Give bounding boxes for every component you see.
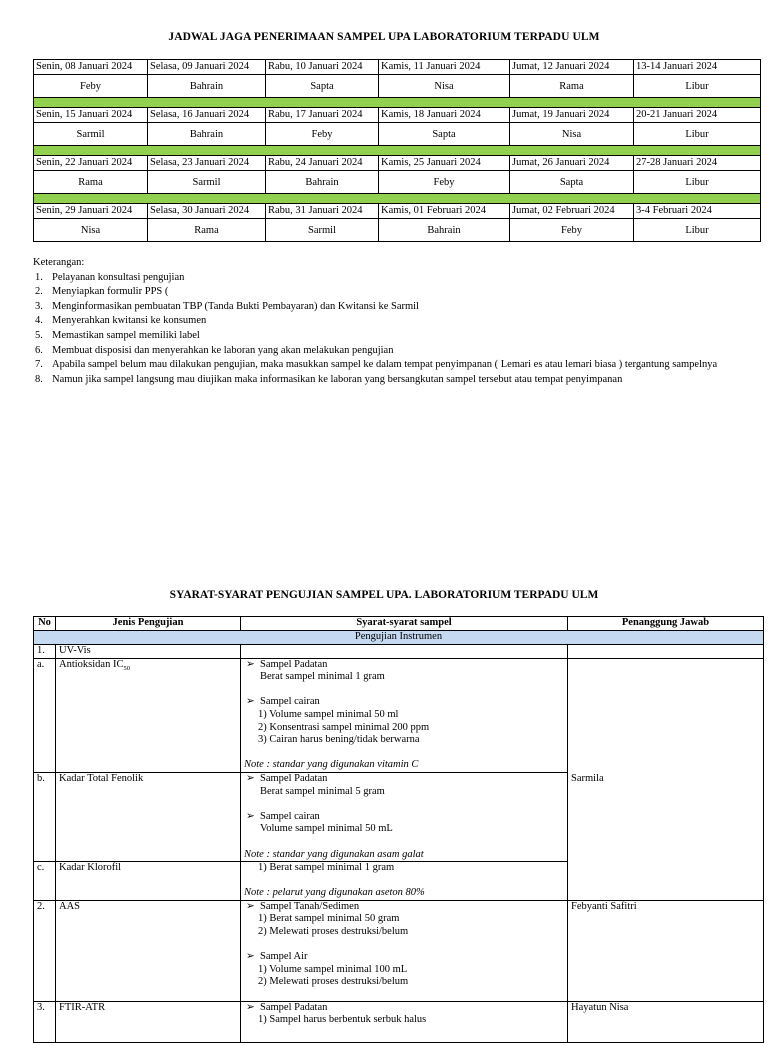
notes-label: Keterangan: [33, 257, 85, 268]
list-item-number: 2. [35, 286, 43, 298]
schedule-name-cell: Nisa [379, 75, 510, 98]
table-row [34, 645, 764, 659]
schedule-name-cell: Sapta [510, 171, 634, 194]
list-item-text: Menyiapkan formulir PPS ( [52, 286, 169, 298]
row-name: Kadar Total Fenolik [56, 772, 241, 861]
section-row [34, 631, 764, 645]
schedule-date-cell: Senin, 29 Januari 2024 [34, 204, 148, 219]
arrow-bullet-icon: ➢ [246, 951, 255, 963]
row-no: 1. [34, 645, 56, 659]
table-row [34, 900, 764, 1001]
row-requirements: ➢ Sampel Padatan Berat sampel minimal 5 gram ➢ Sampel cairan Volume sampel minimal 50 mL Note : standar yang digunakan asam galat [241, 772, 568, 861]
schedule-name-cell: Feby [34, 75, 148, 98]
list-item [33, 271, 733, 286]
arrow-bullet-icon: ➢ [246, 772, 255, 784]
schedule-title: JADWAL JAGA PENERIMAAN SAMPEL UPA LABORATORIUM TERPADU ULM [168, 31, 600, 43]
schedule-date-row [34, 60, 761, 75]
schedule-date-cell: Selasa, 30 Januari 2024 [148, 204, 266, 219]
schedule-name-row [34, 123, 761, 146]
schedule-date-cell: Kamis, 25 Januari 2024 [379, 156, 510, 171]
schedule-name-cell: Sapta [266, 75, 379, 98]
schedule-date-cell: Jumat, 02 Februari 2024 [510, 204, 634, 219]
schedule-name-row [34, 171, 761, 194]
notes-section [33, 256, 733, 387]
schedule-date-cell: Jumat, 19 Januari 2024 [510, 108, 634, 123]
schedule-date-cell: 27-28 Januari 2024 [634, 156, 761, 171]
schedule-name-cell: Feby [379, 171, 510, 194]
schedule-date-cell: Rabu, 17 Januari 2024 [266, 108, 379, 123]
schedule-name-row [34, 219, 761, 242]
schedule-date-cell: 13-14 Januari 2024 [634, 60, 761, 75]
row-no: 2. [34, 900, 56, 1001]
schedule-name-cell: Bahrain [148, 75, 266, 98]
list-item [33, 300, 733, 315]
schedule-name-row [34, 75, 761, 98]
schedule-date-cell: 3-4 Februari 2024 [634, 204, 761, 219]
schedule-name-cell: Libur [634, 171, 761, 194]
schedule-name-cell: Rama [148, 219, 266, 242]
schedule-name-cell: Rama [510, 75, 634, 98]
row-name: Antioksidan $IC_{50}$ [56, 658, 241, 772]
header-row [34, 617, 764, 631]
list-item-text: Memastikan sampel memiliki label [52, 329, 200, 341]
list-item-number: 6. [35, 344, 43, 356]
schedule-name-cell: Libur [634, 219, 761, 242]
schedule-date-row [34, 108, 761, 123]
schedule-date-cell: Senin, 22 Januari 2024 [34, 156, 148, 171]
header-jenis: Jenis Pengujian [56, 617, 241, 631]
requirements-title: SYARAT-SYARAT PENGUJIAN SAMPEL UPA. LABORATORIUM TERPADU ULM [169, 589, 599, 601]
row-no: a. [34, 658, 56, 772]
list-item-number: 4. [35, 315, 43, 327]
schedule-date-cell: Selasa, 23 Januari 2024 [148, 156, 266, 171]
schedule-name-cell: Feby [266, 123, 379, 146]
schedule-date-row [34, 156, 761, 171]
header-pj: Penanggung Jawab [568, 617, 764, 631]
schedule-name-cell: Nisa [34, 219, 148, 242]
list-item-text: Menginformasikan pembuatan TBP (Tanda Bukti Pembayaran) dan Kwitansi ke Sarmil [52, 300, 419, 312]
week-separator [34, 98, 761, 108]
list-item-number: 7. [35, 359, 43, 371]
schedule-name-cell: Bahrain [379, 219, 510, 242]
schedule-name-cell: Sarmil [148, 171, 266, 194]
schedule-date-cell: Senin, 08 Januari 2024 [34, 60, 148, 75]
schedule-table [33, 59, 761, 242]
schedule-date-cell: Selasa, 09 Januari 2024 [148, 60, 266, 75]
schedule-date-cell: Rabu, 31 Januari 2024 [266, 204, 379, 219]
week-separator [34, 194, 761, 204]
row-pj: Hayatun Nisa [568, 1001, 764, 1042]
row-requirements: ➢ Sampel Padatan 1) Sampel harus berbentuk serbuk halus [241, 1001, 568, 1042]
schedule-name-cell: Sarmil [34, 123, 148, 146]
list-item-text: Pelayanan konsultasi pengujian [52, 271, 185, 283]
table-row [34, 1001, 764, 1042]
schedule-name-cell: Sarmil [266, 219, 379, 242]
schedule-name-cell: Nisa [510, 123, 634, 146]
list-item [33, 329, 733, 344]
row-pj: Febyanti Safitri [568, 900, 764, 1001]
arrow-bullet-icon: ➢ [246, 1001, 255, 1013]
list-item-number: 5. [35, 329, 43, 341]
schedule-date-cell: Rabu, 10 Januari 2024 [266, 60, 379, 75]
list-item [33, 314, 733, 329]
list-item-number: 1. [35, 271, 43, 283]
list-item-number: 8. [35, 373, 43, 385]
schedule-name-cell: Libur [634, 123, 761, 146]
list-item-number: 3. [35, 300, 43, 312]
header-no: No [34, 617, 56, 631]
arrow-bullet-icon: ➢ [246, 658, 255, 670]
row-no: b. [34, 772, 56, 861]
schedule-name-cell: Feby [510, 219, 634, 242]
schedule-date-cell: Kamis, 18 Januari 2024 [379, 108, 510, 123]
list-item [33, 344, 733, 359]
schedule-date-cell: Kamis, 01 Februari 2024 [379, 204, 510, 219]
schedule-date-cell: Selasa, 16 Januari 2024 [148, 108, 266, 123]
row-name: Kadar Klorofil [56, 862, 241, 901]
arrow-bullet-icon: ➢ [246, 810, 255, 822]
schedule-name-cell: Bahrain [148, 123, 266, 146]
row-requirements: ➢ Sampel Padatan Berat sampel minimal 1 gram ➢ Sampel cairan 1) Volume sampel minimal 50 ml 2) Konsentrasi sampel minimal 200 ppm 3) Cairan harus bening/tidak berwarna Note : standar yang digunakan vitamin C [241, 658, 568, 772]
list-item-text: Membuat disposisi dan menyerahkan ke laboran yang akan melakukan pengujian [52, 344, 394, 356]
section-label: Pengujian Instrumen [34, 631, 764, 645]
row-name: UV-Vis [56, 645, 241, 659]
requirements-table [33, 616, 764, 1043]
schedule-name-cell: Libur [634, 75, 761, 98]
header-syarat: Syarat-syarat sampel [241, 617, 568, 631]
notes-list [33, 271, 733, 388]
schedule-date-cell: 20-21 Januari 2024 [634, 108, 761, 123]
row-name: FTIR-ATR [56, 1001, 241, 1042]
schedule-date-row [34, 204, 761, 219]
list-item-text: Apabila sampel belum mau dilakukan pengujian, maka masukkan sampel ke dalam tempat penyimpanan ( Lemari es atau lemari biasa ) tergantung sampelnya [52, 359, 718, 371]
schedule-name-cell: Sapta [379, 123, 510, 146]
schedule-date-cell: Senin, 15 Januari 2024 [34, 108, 148, 123]
arrow-bullet-icon: ➢ [246, 900, 255, 912]
list-item-text: Menyerahkan kwitansi ke konsumen [52, 315, 207, 327]
table-row [34, 658, 764, 772]
row-name: AAS [56, 900, 241, 1001]
schedule-name-cell: Bahrain [266, 171, 379, 194]
schedule-date-cell: Rabu, 24 Januari 2024 [266, 156, 379, 171]
week-separator [34, 146, 761, 156]
schedule-date-cell: Jumat, 12 Januari 2024 [510, 60, 634, 75]
list-item [33, 285, 733, 300]
arrow-bullet-icon: ➢ [246, 696, 255, 708]
schedule-name-cell: Rama [34, 171, 148, 194]
list-item [33, 358, 733, 373]
row-requirements: 1) Berat sampel minimal 1 gram Note : pelarut yang digunakan aseton 80% [241, 862, 568, 901]
row-no: 3. [34, 1001, 56, 1042]
list-item-text: Namun jika sampel langsung mau diujikan maka informasikan ke laboran yang bersangkutan sampel tersebut atau tempat penyimpanan [52, 373, 623, 385]
row-pj: Sarmila [568, 658, 764, 900]
schedule-date-cell: Jumat, 26 Januari 2024 [510, 156, 634, 171]
row-requirements: ➢ Sampel Tanah/Sedimen 1) Berat sampel minimal 50 gram 2) Melewati proses destruksi/belum ➢ Sampel Air 1) Volume sampel minimal 100 mL 2) Melewati proses destruksi/belum [241, 900, 568, 1001]
row-no: c. [34, 862, 56, 901]
list-item [33, 373, 733, 388]
schedule-date-cell: Kamis, 11 Januari 2024 [379, 60, 510, 75]
